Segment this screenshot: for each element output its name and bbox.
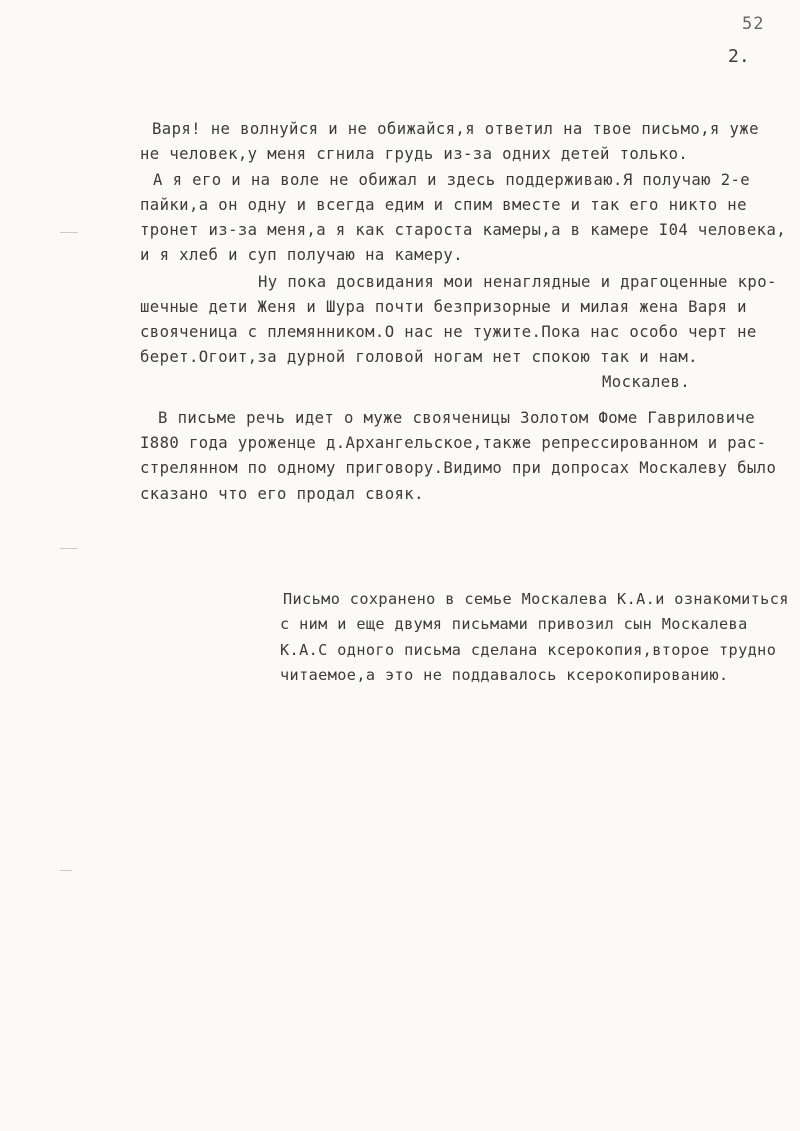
archive-note-line: Письмо сохранено в семье Москалева К.А.и ознакомиться: [283, 590, 789, 608]
farewell-line: Ну пока досвидания мои ненаглядные и драгоценные кро-: [258, 273, 777, 291]
archive-page-number: 52: [742, 14, 765, 34]
archive-note-line: К.А.С одного письма сделана ксерокопия,второе трудно: [280, 641, 777, 659]
margin-mark: [60, 870, 72, 871]
letter-line: Варя! не волнуйся и не обижайся,я ответил на твое письмо,я уже: [152, 120, 759, 138]
letter-line: не человек,у меня сгнила грудь из-за одних детей только.: [140, 145, 689, 163]
commentary-line: В письме речь идет о муже свояченицы Золотом Фоме Гавриловиче: [158, 409, 756, 427]
letter-line: А я его и на воле не обижал и здесь поддерживаю.Я получаю 2-е: [153, 171, 751, 189]
commentary-line: стрелянном по одному приговору.Видимо при допросах Москалеву было: [140, 459, 777, 477]
letter-line: и я хлеб и суп получаю на камеру.: [140, 246, 464, 264]
letter-line: пайки,а он одну и всегда едим и спим вместе и так его никто не: [140, 196, 747, 214]
margin-mark: [60, 232, 78, 233]
farewell-line: шечные дети Женя и Шура почти безпризорные и милая жена Варя и: [140, 298, 747, 316]
commentary-line: I880 года уроженце д.Архангельское,также репрессированном и рас-: [140, 434, 767, 452]
commentary-line: сказано что его продал свояк.: [140, 485, 424, 503]
sheet-number: 2.: [728, 46, 750, 67]
letter-line: тронет из-за меня,а я как староста камеры,а в камере I04 человека,: [140, 221, 787, 239]
archive-note-line: читаемое,а это не поддавалось ксерокопированию.: [280, 666, 729, 684]
archive-note-line: с ним и еще двумя письмами привозил сын Москалева: [280, 615, 748, 633]
farewell-line: своячeница с племянником.О нас не тужите.Пока нас особо черт не: [140, 323, 757, 341]
letter-signature: Москалев.: [602, 373, 691, 391]
farewell-line: берет.Огоит,за дурной головой ногам нет спокою так и нам.: [140, 348, 698, 366]
margin-mark: [60, 548, 78, 549]
